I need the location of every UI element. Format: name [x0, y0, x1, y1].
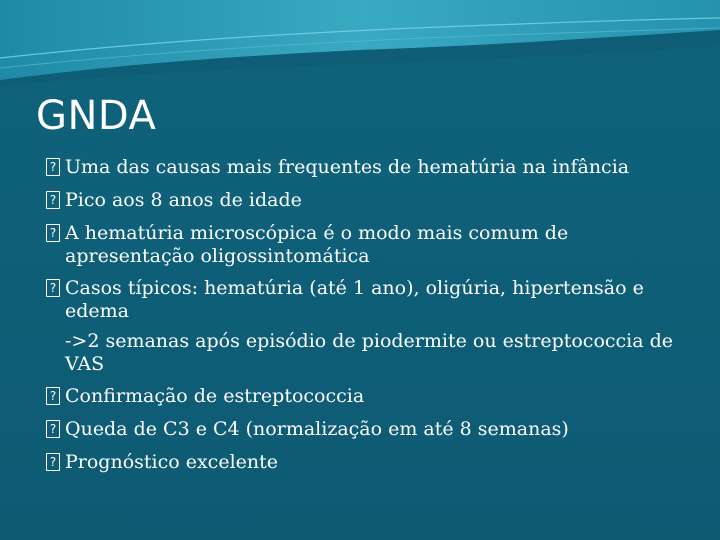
bullet-text: Prognóstico excelente: [65, 451, 279, 473]
bullet-continuation: [46, 330, 696, 376]
bullet-item: [46, 418, 696, 442]
bullet-text: Pico aos 8 anos de idade: [65, 189, 302, 211]
bullet-text: Confirmação de estreptococcia: [65, 385, 365, 407]
bullet-text: A hematúria microscópica é o modo mais comum de apresentação oligossintomática: [65, 222, 569, 267]
bullet-text: Uma das causas mais frequentes de hematúria na infância: [65, 156, 630, 178]
bullet-item: [46, 222, 696, 268]
missing-glyph-bullet-icon: [46, 189, 65, 213]
bullet-text: Queda de C3 e C4 (normalização em até 8 semanas): [65, 418, 569, 440]
slide-title: GNDA: [36, 93, 157, 139]
missing-glyph-bullet-icon: [46, 156, 65, 180]
missing-glyph-bullet-icon: [46, 418, 65, 442]
bullet-text: Casos típicos: hematúria (até 1 ano), oligúria, hipertensão e edema: [65, 277, 644, 322]
missing-glyph-bullet-icon: [46, 277, 65, 301]
bullet-text: ->2 semanas após episódio de piodermite ou estreptococcia de VAS: [65, 330, 674, 375]
bullet-item: [46, 277, 696, 323]
missing-glyph-bullet-icon: [46, 385, 65, 409]
bullet-item: [46, 189, 696, 213]
missing-glyph-bullet-icon: [46, 222, 65, 246]
bullet-item: [46, 385, 696, 409]
bullet-item: [46, 451, 696, 475]
bullet-item: [46, 156, 696, 180]
missing-glyph-bullet-icon: [46, 451, 65, 475]
bullet-list: [46, 156, 696, 484]
